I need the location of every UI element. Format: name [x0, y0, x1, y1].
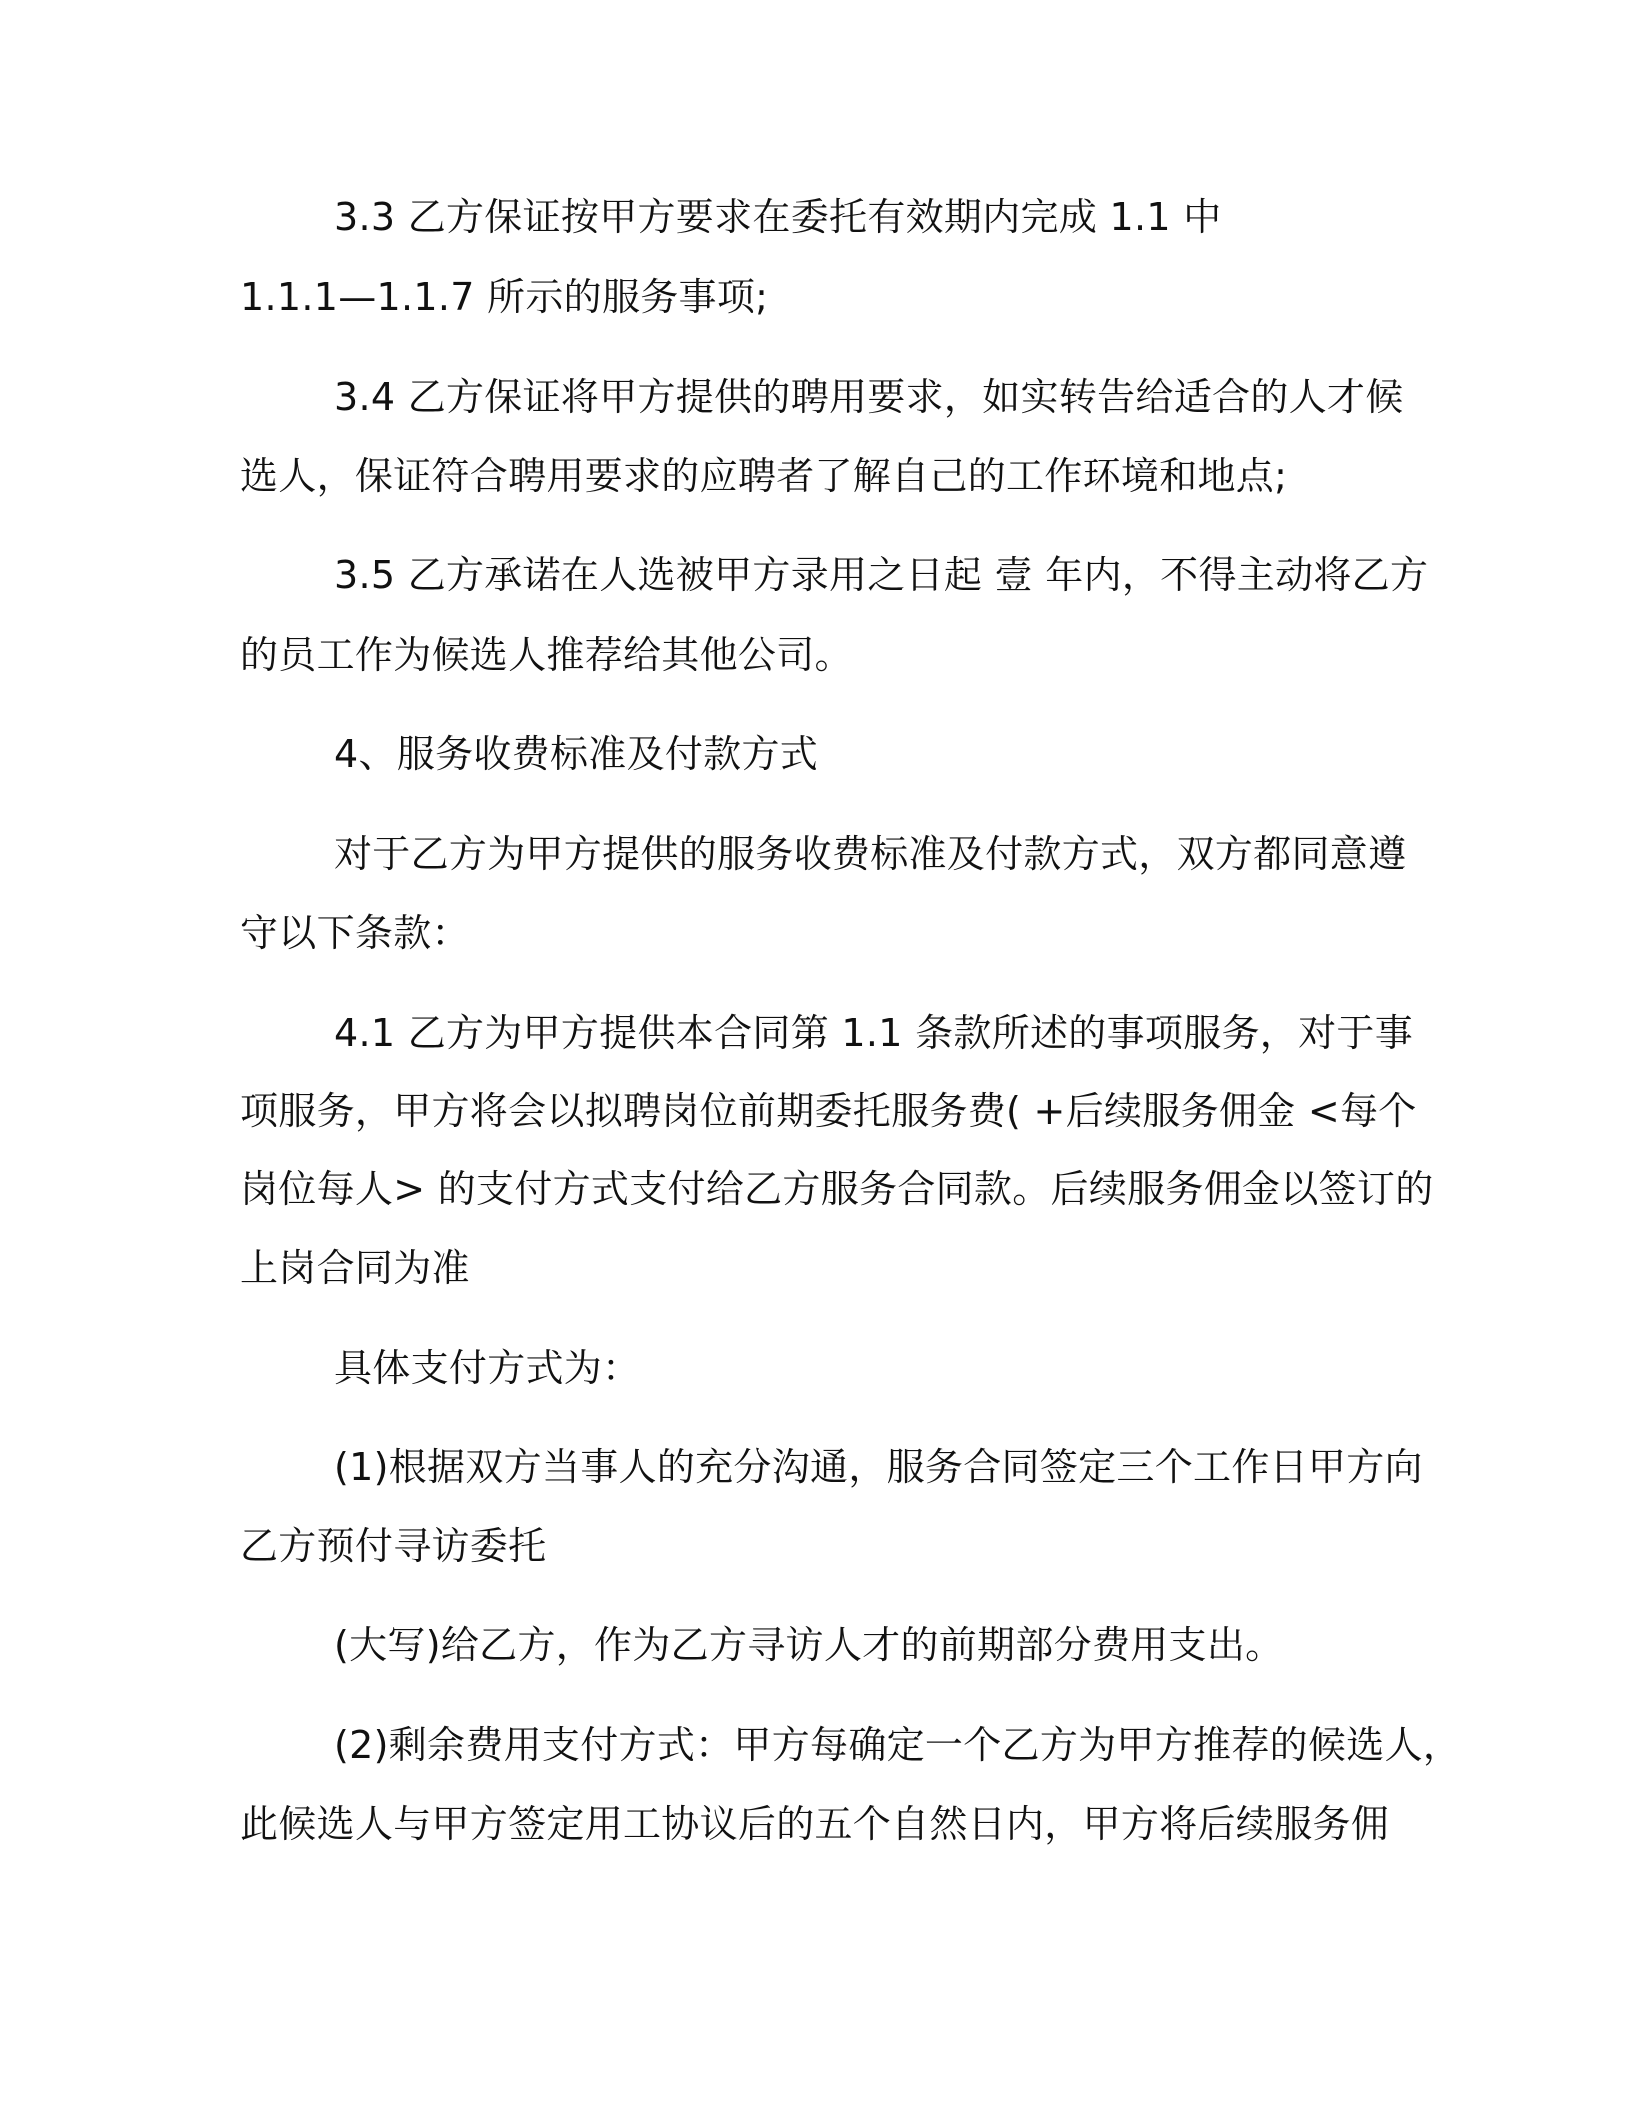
payment-item-2-line-2: 此候选人与甲方签定用工协议后的五个自然日内，甲方将后续服务佣	[240, 1802, 1390, 1846]
clause-4-1-line-2: 项服务，甲方将会以拟聘岗位前期委托服务费( +后续服务佣金 <每个	[240, 1089, 1417, 1133]
payment-item-2-line-1: (2)剩余费用支付方式：甲方每确定一个乙方为甲方推荐的候选人，	[334, 1723, 1462, 1767]
clause-4-1-line-4: 上岗合同为准	[240, 1246, 470, 1290]
clause-3-4-line-2: 选人，保证符合聘用要求的应聘者了解自己的工作环境和地点;	[240, 454, 1288, 498]
section-4-heading: 4、服务收费标准及付款方式	[334, 732, 819, 776]
clause-4-1-line-3: 岗位每人> 的支付方式支付给乙方服务合同款。后续服务佣金以签订的	[240, 1167, 1434, 1211]
clause-3-3-line-2: 1.1.1—1.1.7 所示的服务事项;	[240, 275, 769, 319]
section-4-intro-line-1: 对于乙方为甲方提供的服务收费标准及付款方式，双方都同意遵	[334, 832, 1407, 876]
payment-item-1-line-3: (大写)给乙方，作为乙方寻访人才的前期部分费用支出。	[334, 1623, 1284, 1667]
section-4-intro-line-2: 守以下条款：	[240, 911, 470, 955]
clause-4-1-line-1: 4.1 乙方为甲方提供本合同第 1.1 条款所述的事项服务，对于事	[334, 1011, 1414, 1055]
clause-3-5-line-2: 的员工作为候选人推荐给其他公司。	[240, 633, 853, 677]
clause-3-3-line-1: 3.3 乙方保证按甲方要求在委托有效期内完成 1.1 中	[334, 195, 1222, 239]
payment-item-1-line-2: 乙方预付寻访委托	[240, 1524, 547, 1568]
payment-item-1-line-1: (1)根据双方当事人的充分沟通，服务合同签定三个工作日甲方向	[334, 1445, 1423, 1489]
payment-method-heading: 具体支付方式为：	[334, 1346, 641, 1390]
clause-3-4-line-1: 3.4 乙方保证将甲方提供的聘用要求，如实转告给适合的人才候	[334, 375, 1404, 419]
clause-3-5-line-1: 3.5 乙方承诺在人选被甲方录用之日起 壹 年内，不得主动将乙方	[334, 553, 1429, 597]
